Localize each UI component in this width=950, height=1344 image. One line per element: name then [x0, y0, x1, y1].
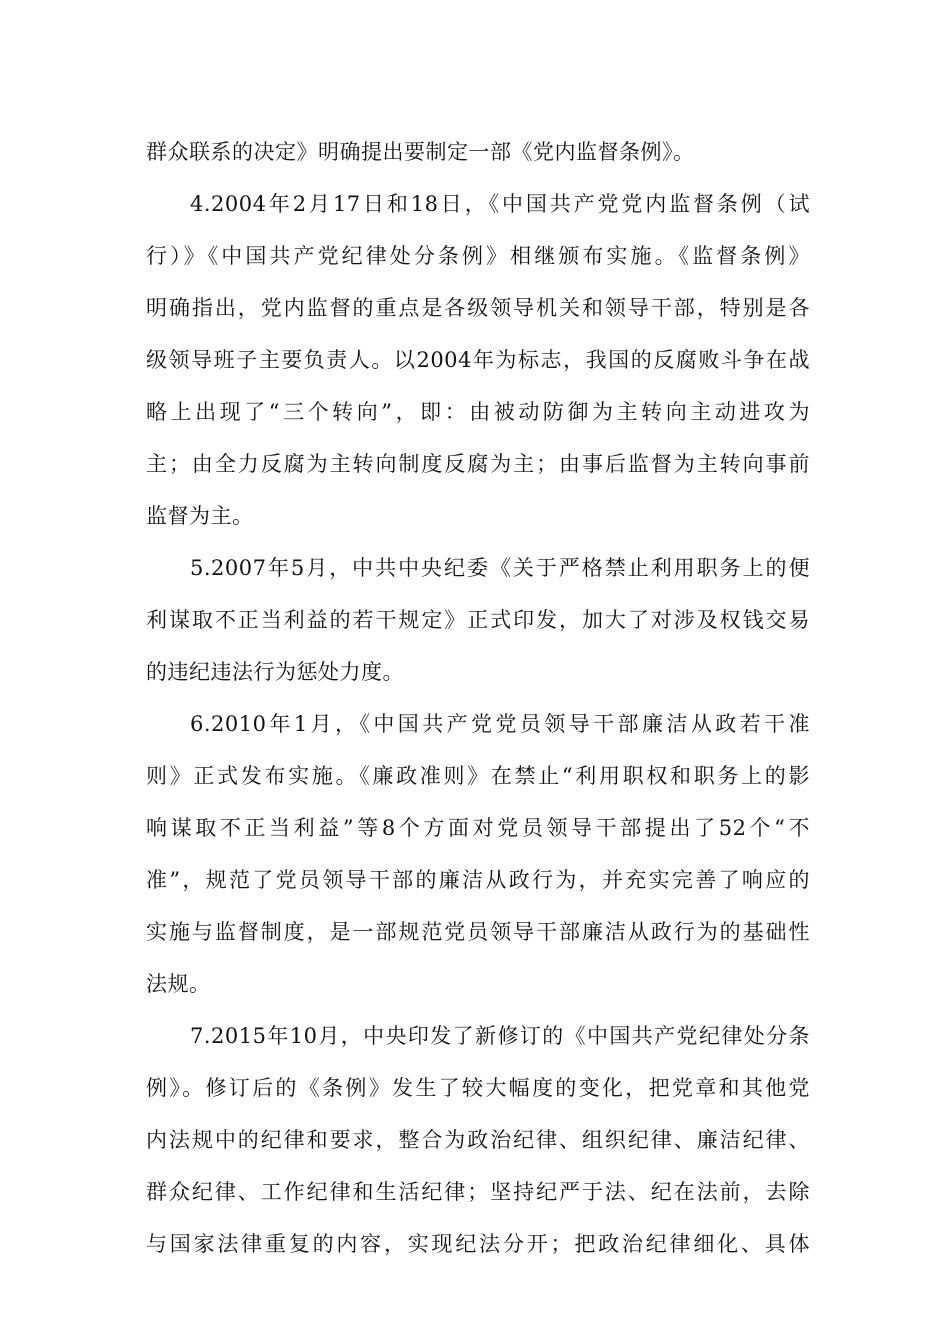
text-line: 例》。修订后的《条例》发生了较大幅度的变化，把党章和其他党 [146, 1076, 810, 1100]
text-line: 实施与监督制度，是一部规范党员领导干部廉洁从政行为的基础性 [146, 920, 810, 944]
text-line: 的违纪违法行为惩处力度。 [146, 660, 404, 684]
text-line: 7.2015年10月，中央印发了新修订的《中国共产党纪律处分条 [190, 1024, 810, 1048]
text-line: 6.2010年1月，《中国共产党党员领导干部廉洁从政若干准 [190, 712, 810, 736]
text-line: 群众联系的决定》明确提出要制定一部《党内监督条例》。 [146, 140, 695, 164]
text-line: 法规。 [146, 972, 211, 996]
text-line: 内法规中的纪律和要求，整合为政治纪律、组织纪律、廉洁纪律、 [146, 1128, 810, 1152]
text-line: 则》正式发布实施。《廉政准则》在禁止“利用职权和职务上的影 [146, 764, 810, 788]
text-line: 与国家法律重复的内容，实现纪法分开；把政治纪律细化、具体 [146, 1232, 810, 1256]
text-line: 响谋取不正当利益”等8个方面对党员领导干部提出了52个“不 [146, 816, 810, 840]
text-line: 4.2004年2月17日和18日，《中国共产党党内监督条例（试 [190, 192, 810, 216]
text-line: 级领导班子主要负责人。以2004年为标志，我国的反腐败斗争在战 [146, 348, 810, 372]
text-line: 略上出现了“三个转向”，即：由被动防御为主转向主动进攻为 [146, 400, 810, 424]
text-line: 明确指出，党内监督的重点是各级领导机关和领导干部，特别是各 [146, 296, 810, 320]
text-line: 利谋取不正当利益的若干规定》正式印发，加大了对涉及权钱交易 [146, 608, 810, 632]
text-line: 群众纪律、工作纪律和生活纪律；坚持纪严于法、纪在法前，去除 [146, 1180, 810, 1204]
text-line: 行）》《中国共产党纪律处分条例》相继颁布实施。《监督条例》 [146, 244, 810, 268]
text-line: 5.2007年5月，中共中央纪委《关于严格禁止利用职务上的便 [190, 556, 810, 580]
document-body [146, 131, 810, 1275]
text-line: 监督为主。 [146, 504, 254, 528]
text-line: 准”，规范了党员领导干部的廉洁从政行为，并充实完善了响应的 [146, 868, 810, 892]
text-line: 主；由全力反腐为主转向制度反腐为主；由事后监督为主转向事前 [146, 452, 810, 476]
